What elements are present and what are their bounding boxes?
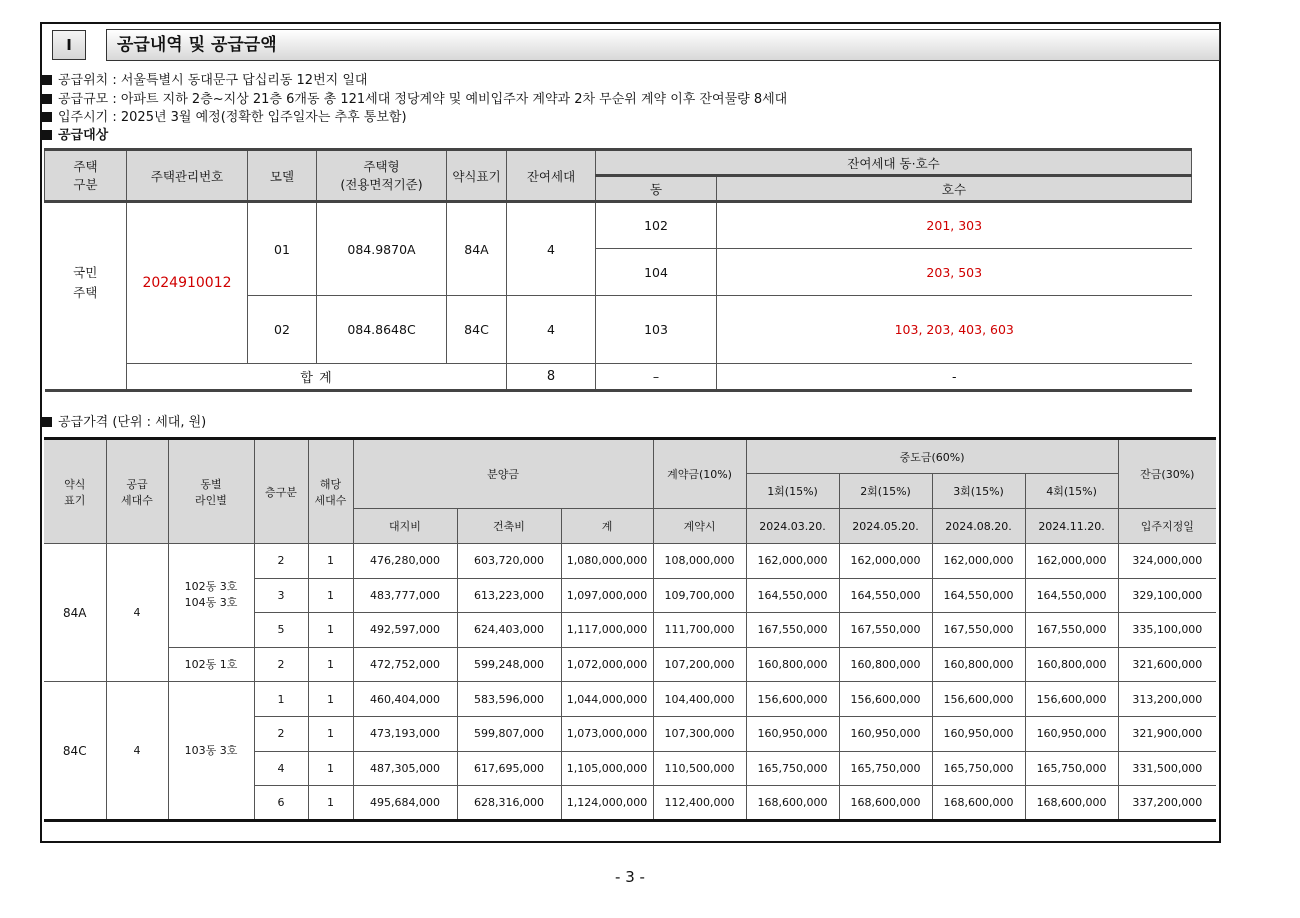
- price-value-cell: 613,223,000: [457, 578, 561, 613]
- header-remaining: 잔여세대: [507, 150, 596, 202]
- info-location-text: 공급위치 : 서울특별시 동대문구 답십리동 12번지 일대: [58, 73, 368, 88]
- ph-date-2: 2024.05.20.: [839, 509, 932, 544]
- price-value-cell: 162,000,000: [932, 544, 1025, 579]
- info-scale: [42, 91, 787, 109]
- price-value-cell: 628,316,000: [457, 786, 561, 821]
- ho-cell: 203, 503: [717, 249, 1192, 296]
- abbr-cell: 84C: [447, 296, 507, 364]
- price-value-cell: 1,073,000,000: [561, 716, 653, 751]
- bullet-square-icon: [42, 112, 52, 122]
- price-value-cell: 324,000,000: [1118, 544, 1216, 579]
- price-supply-units-cell: 4: [106, 682, 168, 820]
- price-value-cell: 337,200,000: [1118, 786, 1216, 821]
- price-value-cell: 1,105,000,000: [561, 751, 653, 786]
- type-cell-empty: [45, 364, 127, 391]
- price-row: [44, 682, 1216, 717]
- dong-cell: 103: [596, 296, 717, 364]
- section-number: I: [52, 30, 86, 60]
- price-value-cell: 1: [254, 682, 308, 717]
- price-value-cell: 617,695,000: [457, 751, 561, 786]
- price-value-cell: 164,550,000: [932, 578, 1025, 613]
- price-value-cell: 160,800,000: [746, 647, 839, 682]
- abbr-cell: 84A: [447, 202, 507, 296]
- price-value-cell: 331,500,000: [1118, 751, 1216, 786]
- price-value-cell: 164,550,000: [746, 578, 839, 613]
- price-value-cell: 156,600,000: [932, 682, 1025, 717]
- price-value-cell: 156,600,000: [1025, 682, 1118, 717]
- price-value-cell: 165,750,000: [839, 751, 932, 786]
- price-value-cell: 164,550,000: [1025, 578, 1118, 613]
- mgmt-no-cell: 2024910012: [127, 202, 248, 364]
- price-value-cell: 599,807,000: [457, 716, 561, 751]
- header-dong: 동: [596, 176, 717, 202]
- ph-building: 건축비: [457, 509, 561, 544]
- price-value-cell: 168,600,000: [839, 786, 932, 821]
- ph-deposit-sub: 계약시: [653, 509, 746, 544]
- price-value-cell: 3: [254, 578, 308, 613]
- ph-deposit: 계약금(10%): [653, 439, 746, 509]
- ph-balance: 잔금(30%): [1118, 439, 1216, 509]
- header-ho: 호수: [717, 176, 1192, 202]
- remaining-cell: 4: [507, 202, 596, 296]
- price-value-cell: 2: [254, 647, 308, 682]
- price-row: [44, 647, 1216, 682]
- total-remaining: 8: [507, 364, 596, 391]
- price-value-cell: 599,248,000: [457, 647, 561, 682]
- bullet-square-icon: [42, 417, 52, 427]
- section-title: 공급내역 및 공급금액: [106, 29, 1220, 61]
- price-value-cell: 162,000,000: [839, 544, 932, 579]
- price-value-cell: 167,550,000: [1025, 613, 1118, 648]
- price-value-cell: 335,100,000: [1118, 613, 1216, 648]
- bullet-square-icon: [42, 75, 52, 85]
- ph-sale-price: 분양금: [353, 439, 653, 509]
- price-line-cell: 103동 3호: [168, 682, 254, 820]
- price-value-cell: 1: [308, 578, 353, 613]
- price-value-cell: 168,600,000: [746, 786, 839, 821]
- price-value-cell: 1: [308, 786, 353, 821]
- price-value-cell: 476,280,000: [353, 544, 457, 579]
- price-value-cell: 483,777,000: [353, 578, 457, 613]
- price-row: [44, 544, 1216, 579]
- ho-cell: 201, 303: [717, 202, 1192, 249]
- remaining-cell: 4: [507, 296, 596, 364]
- price-value-cell: 6: [254, 786, 308, 821]
- price-value-cell: 313,200,000: [1118, 682, 1216, 717]
- dong-cell: 102: [596, 202, 717, 249]
- price-value-cell: 473,193,000: [353, 716, 457, 751]
- price-value-cell: 1,080,000,000: [561, 544, 653, 579]
- price-value-cell: 168,600,000: [1025, 786, 1118, 821]
- header-abbr: 약식표기: [447, 150, 507, 202]
- price-value-cell: 167,550,000: [932, 613, 1025, 648]
- info-movein-text: 입주시기 : 2025년 3월 예정(정확한 입주일자는 추후 통보함): [58, 110, 407, 125]
- price-value-cell: 167,550,000: [746, 613, 839, 648]
- price-value-cell: 160,950,000: [746, 716, 839, 751]
- price-value-cell: 107,300,000: [653, 716, 746, 751]
- ph-interim: 중도금(60%): [746, 439, 1118, 474]
- price-abbr-cell: 84C: [44, 682, 106, 820]
- house-type-cell: 084.9870A: [317, 202, 447, 296]
- price-value-cell: 107,200,000: [653, 647, 746, 682]
- price-value-cell: 1,124,000,000: [561, 786, 653, 821]
- info-target-text: 공급대상: [58, 128, 109, 143]
- price-value-cell: 495,684,000: [353, 786, 457, 821]
- info-target: [42, 127, 108, 145]
- price-table-body: [44, 544, 1216, 821]
- price-line-cell: 102동 1호: [168, 647, 254, 682]
- header-type: 주택 구분: [45, 150, 127, 202]
- ph-interim-2: 2회(15%): [839, 474, 932, 509]
- price-value-cell: 167,550,000: [839, 613, 932, 648]
- price-value-cell: 492,597,000: [353, 613, 457, 648]
- ph-date-1: 2024.03.20.: [746, 509, 839, 544]
- price-supply-units-cell: 4: [106, 544, 168, 682]
- price-value-cell: 112,400,000: [653, 786, 746, 821]
- supply-target-table: [44, 148, 1192, 392]
- price-value-cell: 160,950,000: [1025, 716, 1118, 751]
- price-heading: [42, 414, 206, 432]
- ph-units: 해당 세대수: [308, 439, 353, 544]
- price-value-cell: 1: [308, 613, 353, 648]
- price-value-cell: 156,600,000: [839, 682, 932, 717]
- price-table: [44, 437, 1216, 822]
- total-dong: –: [596, 364, 717, 391]
- price-value-cell: 160,800,000: [1025, 647, 1118, 682]
- price-value-cell: 160,800,000: [932, 647, 1025, 682]
- price-value-cell: 160,950,000: [839, 716, 932, 751]
- price-value-cell: 472,752,000: [353, 647, 457, 682]
- price-value-cell: 1,044,000,000: [561, 682, 653, 717]
- ph-interim-3: 3회(15%): [932, 474, 1025, 509]
- info-movein: [42, 109, 407, 127]
- price-abbr-cell: 84A: [44, 544, 106, 682]
- ho-cell: 103, 203, 403, 603: [717, 296, 1192, 364]
- price-value-cell: 603,720,000: [457, 544, 561, 579]
- bullet-square-icon: [42, 130, 52, 140]
- price-value-cell: 168,600,000: [932, 786, 1025, 821]
- header-mgmt-no: 주택관리번호: [127, 150, 248, 202]
- price-value-cell: 1,097,000,000: [561, 578, 653, 613]
- price-value-cell: 583,596,000: [457, 682, 561, 717]
- ph-floor: 층구분: [254, 439, 308, 544]
- price-value-cell: 160,800,000: [839, 647, 932, 682]
- price-value-cell: 108,000,000: [653, 544, 746, 579]
- price-value-cell: 487,305,000: [353, 751, 457, 786]
- price-value-cell: 164,550,000: [839, 578, 932, 613]
- info-location: [42, 72, 367, 90]
- ph-sum: 계: [561, 509, 653, 544]
- price-value-cell: 165,750,000: [746, 751, 839, 786]
- price-value-cell: 111,700,000: [653, 613, 746, 648]
- price-value-cell: 624,403,000: [457, 613, 561, 648]
- price-value-cell: 1: [308, 647, 353, 682]
- price-value-cell: 321,600,000: [1118, 647, 1216, 682]
- ph-interim-4: 4회(15%): [1025, 474, 1118, 509]
- price-heading-text: 공급가격 (단위 : 세대, 원): [58, 415, 207, 430]
- price-value-cell: 5: [254, 613, 308, 648]
- price-value-cell: 1: [308, 682, 353, 717]
- header-remaining-units: 잔여세대 동·호수: [596, 150, 1192, 176]
- dong-cell: 104: [596, 249, 717, 296]
- ph-abbr: 약식 표기: [44, 439, 106, 544]
- price-line-cell: 102동 3호 104동 3호: [168, 544, 254, 648]
- type-cell: 국민 주택: [45, 202, 127, 364]
- page-number: - 3 -: [615, 868, 645, 886]
- price-value-cell: 321,900,000: [1118, 716, 1216, 751]
- bullet-square-icon: [42, 94, 52, 104]
- ph-balance-sub: 입주지정일: [1118, 509, 1216, 544]
- price-value-cell: 1: [308, 544, 353, 579]
- price-value-cell: 1: [308, 751, 353, 786]
- price-value-cell: 165,750,000: [1025, 751, 1118, 786]
- total-ho: -: [717, 364, 1192, 391]
- ph-supply-units: 공급 세대수: [106, 439, 168, 544]
- price-value-cell: 329,100,000: [1118, 578, 1216, 613]
- model-cell: 01: [248, 202, 317, 296]
- price-value-cell: 460,404,000: [353, 682, 457, 717]
- ph-date-4: 2024.11.20.: [1025, 509, 1118, 544]
- price-value-cell: 2: [254, 544, 308, 579]
- info-scale-text: 공급규모 : 아파트 지하 2층~지상 21층 6개동 총 121세대 정당계약 및 예비입주자 계약과 2차 무순위 계약 이후 잔여물량 8세대: [58, 92, 788, 107]
- ph-land: 대지비: [353, 509, 457, 544]
- ph-line: 동별 라인별: [168, 439, 254, 544]
- header-house-type: 주택형 (전용면적기준): [317, 150, 447, 202]
- price-value-cell: 1: [308, 716, 353, 751]
- price-value-cell: 165,750,000: [932, 751, 1025, 786]
- price-value-cell: 4: [254, 751, 308, 786]
- price-value-cell: 109,700,000: [653, 578, 746, 613]
- price-value-cell: 162,000,000: [746, 544, 839, 579]
- ph-interim-1: 1회(15%): [746, 474, 839, 509]
- price-value-cell: 2: [254, 716, 308, 751]
- model-cell: 02: [248, 296, 317, 364]
- price-value-cell: 1,072,000,000: [561, 647, 653, 682]
- header-model: 모델: [248, 150, 317, 202]
- price-value-cell: 110,500,000: [653, 751, 746, 786]
- total-label: 합 계: [127, 364, 507, 391]
- price-value-cell: 162,000,000: [1025, 544, 1118, 579]
- ph-date-3: 2024.08.20.: [932, 509, 1025, 544]
- price-value-cell: 1,117,000,000: [561, 613, 653, 648]
- price-value-cell: 104,400,000: [653, 682, 746, 717]
- price-value-cell: 160,950,000: [932, 716, 1025, 751]
- price-value-cell: 156,600,000: [746, 682, 839, 717]
- house-type-cell: 084.8648C: [317, 296, 447, 364]
